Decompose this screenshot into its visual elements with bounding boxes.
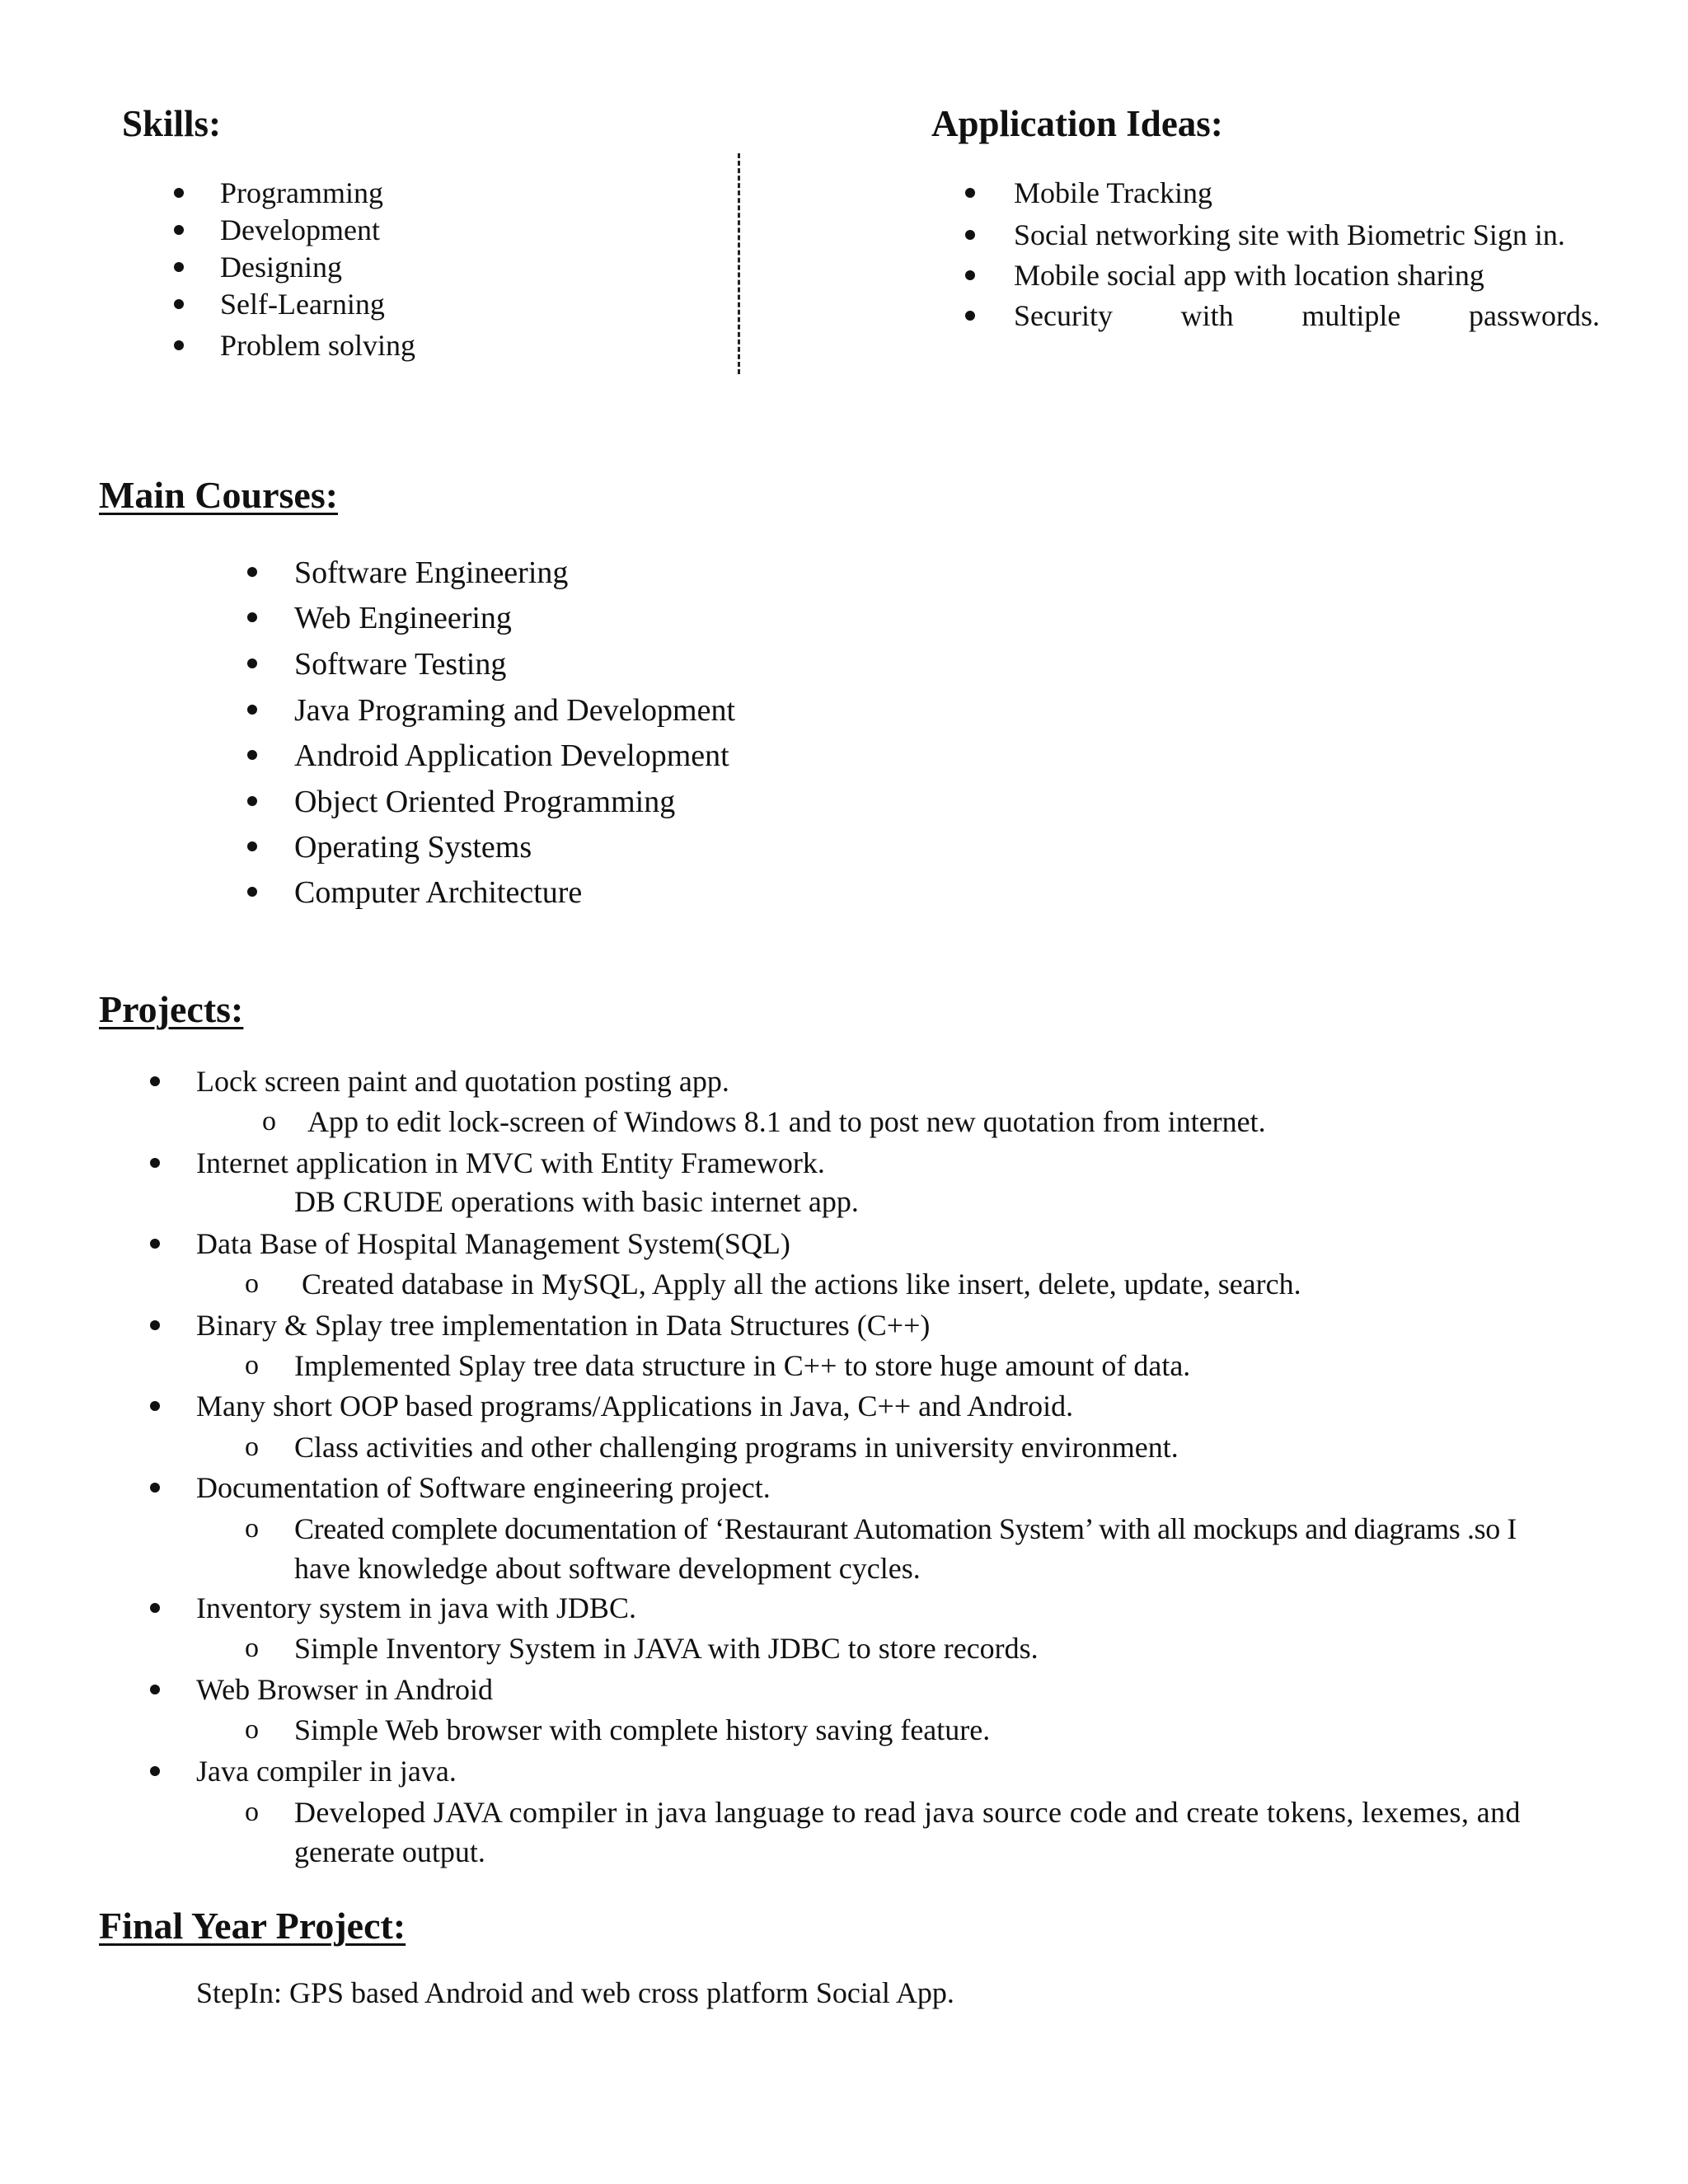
final-year-project-heading: Final Year Project: [99, 1905, 406, 1947]
bullet-icon [174, 262, 184, 272]
course-item: Computer Architecture [294, 875, 583, 910]
sub-bullet-icon: o [245, 1268, 259, 1299]
course-item: Software Testing [294, 647, 507, 682]
sub-bullet-icon: o [245, 1633, 259, 1663]
project-detail: Implemented Splay tree data structure in C++ to store huge amount of data. [294, 1349, 1191, 1382]
bullet-icon [247, 887, 257, 897]
project-detail: generate output. [294, 1835, 485, 1868]
course-item: Java Programing and Development [294, 693, 736, 728]
sub-bullet-icon: o [245, 1513, 259, 1544]
course-item: Operating Systems [294, 830, 532, 865]
project-detail: Class activities and other challenging programs in university environment. [294, 1431, 1179, 1464]
bullet-icon [174, 340, 184, 350]
idea-word: with [1180, 299, 1234, 332]
bullet-icon [247, 658, 257, 668]
project-detail: Simple Inventory System in JAVA with JDBC to store records. [294, 1632, 1039, 1665]
idea-item: Mobile social app with location sharing [1014, 259, 1484, 292]
bullet-icon [150, 1685, 160, 1694]
projects-heading: Projects: [99, 988, 244, 1030]
bullet-icon [965, 270, 975, 280]
project-title: Internet application in MVC with Entity Framework. [196, 1146, 825, 1179]
bullet-icon [150, 1076, 160, 1086]
bullet-icon [150, 1603, 160, 1613]
idea-word: passwords. [1468, 299, 1600, 332]
course-item: Android Application Development [294, 738, 729, 773]
idea-word: multiple [1301, 299, 1401, 332]
skill-item: Problem solving [220, 329, 416, 362]
bullet-icon [150, 1239, 160, 1249]
bullet-icon [247, 705, 257, 715]
bullet-icon [150, 1320, 160, 1330]
bullet-icon [965, 230, 975, 240]
sub-bullet-icon: o [262, 1106, 276, 1137]
bullet-icon [247, 612, 257, 622]
course-item: Object Oriented Programming [294, 785, 676, 819]
bullet-icon [247, 567, 257, 577]
project-detail: have knowledge about software development cycles. [294, 1552, 921, 1585]
project-title: Inventory system in java with JDBC. [196, 1591, 636, 1624]
bullet-icon [247, 841, 257, 851]
bullet-icon [247, 750, 257, 760]
skill-item: Programming [220, 176, 383, 209]
project-title: Lock screen paint and quotation posting app. [196, 1065, 729, 1098]
course-item: Web Engineering [294, 601, 512, 635]
project-detail: Created complete documentation of ‘Restaurant Automation System’ with all mockups and diagrams .so I [294, 1512, 1517, 1545]
project-title: Many short OOP based programs/Applications in Java, C++ and Android. [196, 1390, 1074, 1422]
idea-item-justified [1014, 301, 1600, 330]
bullet-icon [150, 1401, 160, 1411]
bullet-icon [965, 311, 975, 321]
project-detail: Developed JAVA compiler in java language to read java source code and create tokens, lexemes, and [294, 1796, 1521, 1829]
bullet-icon [150, 1158, 160, 1168]
project-detail: Simple Web browser with complete history saving feature. [294, 1713, 991, 1746]
skill-item: Development [220, 213, 380, 246]
sub-bullet-icon: o [245, 1432, 259, 1462]
project-title: Java compiler in java. [196, 1755, 457, 1788]
skill-item: Designing [220, 251, 342, 284]
bullet-icon [150, 1766, 160, 1776]
bullet-icon [174, 299, 184, 309]
column-divider [738, 153, 740, 374]
project-title: Binary & Splay tree implementation in Data Structures (C++) [196, 1309, 931, 1342]
bullet-icon [965, 188, 975, 198]
project-title: Web Browser in Android [196, 1673, 494, 1706]
project-detail: Created database in MySQL, Apply all the actions like insert, delete, update, search. [302, 1268, 1301, 1301]
bullet-icon [150, 1483, 160, 1493]
skills-heading: Skills: [122, 103, 222, 144]
idea-item: Social networking site with Biometric Sign in. [1014, 218, 1565, 251]
sub-bullet-icon: o [245, 1797, 259, 1827]
project-title: Data Base of Hospital Management System(SQL) [196, 1227, 790, 1260]
sub-bullet-icon: o [245, 1350, 259, 1380]
idea-word: Security [1014, 299, 1113, 332]
bullet-icon [247, 796, 257, 806]
skill-item: Self-Learning [220, 288, 385, 321]
project-detail: App to edit lock-screen of Windows 8.1 and to post new quotation from internet. [307, 1105, 1266, 1138]
sub-bullet-icon: o [245, 1714, 259, 1745]
project-detail: DB CRUDE operations with basic internet app. [294, 1185, 859, 1218]
final-year-project-text: StepIn: GPS based Android and web cross platform Social App. [196, 1976, 954, 2009]
bullet-icon [174, 225, 184, 235]
application-ideas-heading: Application Ideas: [931, 103, 1223, 144]
main-courses-heading: Main Courses: [99, 474, 339, 516]
project-title: Documentation of Software engineering project. [196, 1471, 771, 1504]
bullet-icon [174, 188, 184, 198]
course-item: Software Engineering [294, 555, 569, 590]
idea-item: Mobile Tracking [1014, 176, 1213, 209]
